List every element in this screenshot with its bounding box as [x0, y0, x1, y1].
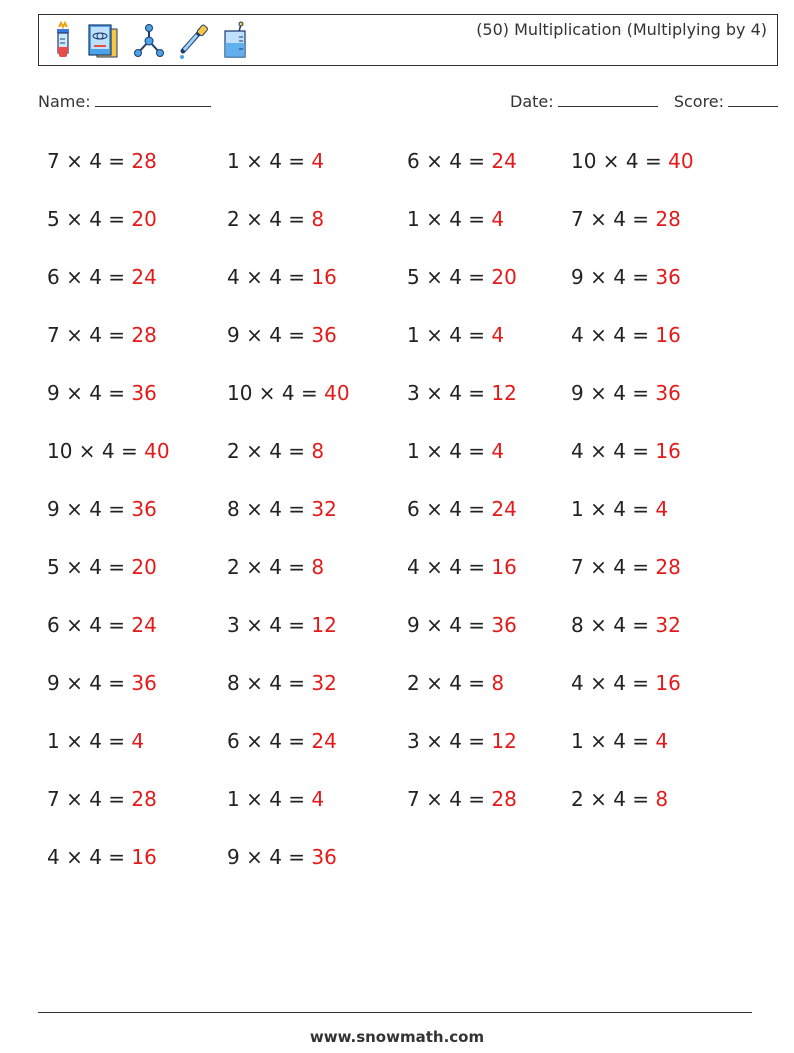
- problem-item: [571, 207, 681, 231]
- problem-answer: 24: [131, 613, 157, 637]
- problem-answer: 8: [655, 787, 669, 811]
- problem-question: 3 × 4 =: [407, 381, 492, 405]
- problem-answer: 24: [491, 149, 517, 173]
- problem-answer: 16: [311, 265, 337, 289]
- problem-answer: 28: [131, 787, 157, 811]
- problem-question: 5 × 4 =: [47, 207, 132, 231]
- problem-item: [571, 149, 694, 173]
- problem-item: [227, 845, 337, 869]
- problem-item: [227, 555, 324, 579]
- problem-question: 9 × 4 =: [571, 265, 656, 289]
- problem-item: [407, 613, 517, 637]
- problem-question: 5 × 4 =: [47, 555, 132, 579]
- problem-item: [571, 439, 681, 463]
- problem-answer: 28: [655, 207, 681, 231]
- problem-answer: 36: [311, 845, 337, 869]
- problem-question: 6 × 4 =: [227, 729, 312, 753]
- problem-question: 2 × 4 =: [571, 787, 656, 811]
- problem-answer: 40: [144, 439, 170, 463]
- problem-answer: 8: [311, 207, 325, 231]
- score-blank[interactable]: [728, 92, 778, 107]
- problem-answer: 20: [131, 555, 157, 579]
- problem-question: 7 × 4 =: [47, 149, 132, 173]
- problem-question: 6 × 4 =: [47, 613, 132, 637]
- problem-question: 6 × 4 =: [47, 265, 132, 289]
- problem-item: [47, 671, 157, 695]
- problem-answer: 24: [491, 497, 517, 521]
- problem-question: 7 × 4 =: [47, 323, 132, 347]
- problem-item: [571, 497, 668, 521]
- problem-item: [227, 497, 337, 521]
- problem-question: 4 × 4 =: [571, 323, 656, 347]
- problem-item: [571, 381, 681, 405]
- problem-answer: 28: [655, 555, 681, 579]
- problem-answer: 28: [131, 149, 157, 173]
- problem-answer: 8: [311, 439, 325, 463]
- problem-question: 1 × 4 =: [407, 323, 492, 347]
- name-label: Name:: [38, 92, 91, 111]
- problem-answer: 24: [131, 265, 157, 289]
- problem-answer: 36: [131, 497, 157, 521]
- problem-answer: 4: [655, 497, 669, 521]
- problem-answer: 36: [311, 323, 337, 347]
- problem-question: 7 × 4 =: [47, 787, 132, 811]
- date-blank[interactable]: [558, 92, 658, 107]
- problem-answer: 36: [491, 613, 517, 637]
- problem-answer: 28: [491, 787, 517, 811]
- problem-item: [227, 439, 324, 463]
- problem-answer: 12: [491, 729, 517, 753]
- problem-question: 9 × 4 =: [47, 381, 132, 405]
- problem-answer: 8: [491, 671, 505, 695]
- problem-answer: 16: [131, 845, 157, 869]
- problem-question: 3 × 4 =: [227, 613, 312, 637]
- test-tube-icon: [51, 21, 75, 61]
- problem-question: 9 × 4 =: [227, 323, 312, 347]
- problem-item: [47, 381, 157, 405]
- date-label: Date:: [510, 92, 554, 111]
- science-book-icon: [85, 21, 121, 61]
- problem-question: 10 × 4 =: [571, 149, 669, 173]
- pipette-icon: [177, 21, 211, 61]
- problem-answer: 16: [491, 555, 517, 579]
- problem-answer: 16: [655, 439, 681, 463]
- problem-item: [407, 323, 504, 347]
- problem-question: 9 × 4 =: [571, 381, 656, 405]
- problem-item: [227, 381, 350, 405]
- problem-question: 1 × 4 =: [227, 787, 312, 811]
- problem-question: 2 × 4 =: [227, 555, 312, 579]
- problem-question: 2 × 4 =: [407, 671, 492, 695]
- problem-item: [227, 207, 324, 231]
- problem-answer: 12: [491, 381, 517, 405]
- problem-answer: 36: [131, 671, 157, 695]
- problem-question: 1 × 4 =: [407, 207, 492, 231]
- problem-item: [407, 729, 517, 753]
- problem-item: [227, 671, 337, 695]
- problem-answer: 20: [131, 207, 157, 231]
- problem-item: [407, 207, 504, 231]
- problem-answer: 4: [491, 323, 505, 347]
- problem-item: [47, 497, 157, 521]
- problem-answer: 32: [311, 497, 337, 521]
- problem-item: [407, 149, 517, 173]
- problem-question: 2 × 4 =: [227, 439, 312, 463]
- problem-item: [407, 265, 517, 289]
- problem-answer: 4: [491, 207, 505, 231]
- problem-item: [47, 613, 157, 637]
- problem-answer: 16: [655, 323, 681, 347]
- problem-item: [47, 787, 157, 811]
- problem-answer: 32: [311, 671, 337, 695]
- problem-question: 5 × 4 =: [407, 265, 492, 289]
- problem-item: [407, 497, 517, 521]
- problem-question: 1 × 4 =: [227, 149, 312, 173]
- problem-answer: 36: [655, 265, 681, 289]
- problem-item: [571, 613, 681, 637]
- problem-answer: 32: [655, 613, 681, 637]
- problem-item: [227, 149, 324, 173]
- score-label: Score:: [673, 92, 725, 111]
- problem-item: [571, 323, 681, 347]
- header-icons: [51, 21, 251, 61]
- problem-item: [47, 323, 157, 347]
- problem-item: [47, 265, 157, 289]
- problem-answer: 24: [311, 729, 337, 753]
- date-score-fields: [510, 92, 778, 111]
- problem-item: [47, 207, 157, 231]
- problem-item: [227, 323, 337, 347]
- problem-answer: 40: [668, 149, 694, 173]
- problem-answer: 4: [311, 787, 325, 811]
- problem-item: [407, 439, 504, 463]
- problem-question: 2 × 4 =: [227, 207, 312, 231]
- problem-item: [227, 787, 324, 811]
- problem-question: 9 × 4 =: [47, 497, 132, 521]
- problem-item: [571, 671, 681, 695]
- molecule-icon: [131, 21, 167, 61]
- problem-answer: 16: [655, 671, 681, 695]
- problem-question: 6 × 4 =: [407, 149, 492, 173]
- problem-item: [571, 555, 681, 579]
- worksheet-header: [38, 14, 778, 66]
- problem-question: 10 × 4 =: [227, 381, 325, 405]
- problem-item: [571, 265, 681, 289]
- problem-question: 7 × 4 =: [407, 787, 492, 811]
- problem-answer: 4: [311, 149, 325, 173]
- problem-answer: 36: [131, 381, 157, 405]
- problem-item: [227, 265, 337, 289]
- problem-item: [47, 729, 144, 753]
- problem-question: 4 × 4 =: [407, 555, 492, 579]
- problem-question: 7 × 4 =: [571, 555, 656, 579]
- problem-question: 1 × 4 =: [571, 729, 656, 753]
- problem-answer: 8: [311, 555, 325, 579]
- problem-answer: 20: [491, 265, 517, 289]
- problem-item: [407, 787, 517, 811]
- problem-question: 1 × 4 =: [407, 439, 492, 463]
- problem-item: [571, 787, 668, 811]
- problem-item: [47, 149, 157, 173]
- problem-question: 7 × 4 =: [571, 207, 656, 231]
- problem-answer: 28: [131, 323, 157, 347]
- problem-item: [407, 671, 504, 695]
- problem-question: 9 × 4 =: [227, 845, 312, 869]
- problem-answer: 36: [655, 381, 681, 405]
- problem-question: 9 × 4 =: [47, 671, 132, 695]
- problem-question: 3 × 4 =: [407, 729, 492, 753]
- problem-item: [47, 439, 170, 463]
- problem-answer: 4: [655, 729, 669, 753]
- problem-item: [407, 555, 517, 579]
- name-blank[interactable]: [95, 92, 211, 107]
- problem-question: 4 × 4 =: [571, 671, 656, 695]
- beaker-icon: [221, 21, 251, 61]
- problem-question: 8 × 4 =: [571, 613, 656, 637]
- problem-question: 6 × 4 =: [407, 497, 492, 521]
- problem-item: [47, 845, 157, 869]
- problem-question: 1 × 4 =: [571, 497, 656, 521]
- name-field[interactable]: [38, 92, 211, 111]
- problem-item: [227, 729, 337, 753]
- problem-answer: 40: [324, 381, 350, 405]
- problem-item: [47, 555, 157, 579]
- problem-answer: 4: [131, 729, 145, 753]
- problem-answer: 4: [491, 439, 505, 463]
- problem-question: 8 × 4 =: [227, 497, 312, 521]
- worksheet-title: (50) Multiplication (Multiplying by 4): [476, 20, 767, 39]
- footer-divider: [38, 1012, 752, 1013]
- problem-question: 8 × 4 =: [227, 671, 312, 695]
- problem-question: 9 × 4 =: [407, 613, 492, 637]
- footer-website: www.snowmath.com: [309, 1028, 485, 1046]
- problem-item: [571, 729, 668, 753]
- problem-question: 4 × 4 =: [571, 439, 656, 463]
- problem-question: 4 × 4 =: [47, 845, 132, 869]
- problem-question: 10 × 4 =: [47, 439, 145, 463]
- problem-item: [227, 613, 337, 637]
- problem-question: 1 × 4 =: [47, 729, 132, 753]
- problem-question: 4 × 4 =: [227, 265, 312, 289]
- problem-item: [407, 381, 517, 405]
- problem-answer: 12: [311, 613, 337, 637]
